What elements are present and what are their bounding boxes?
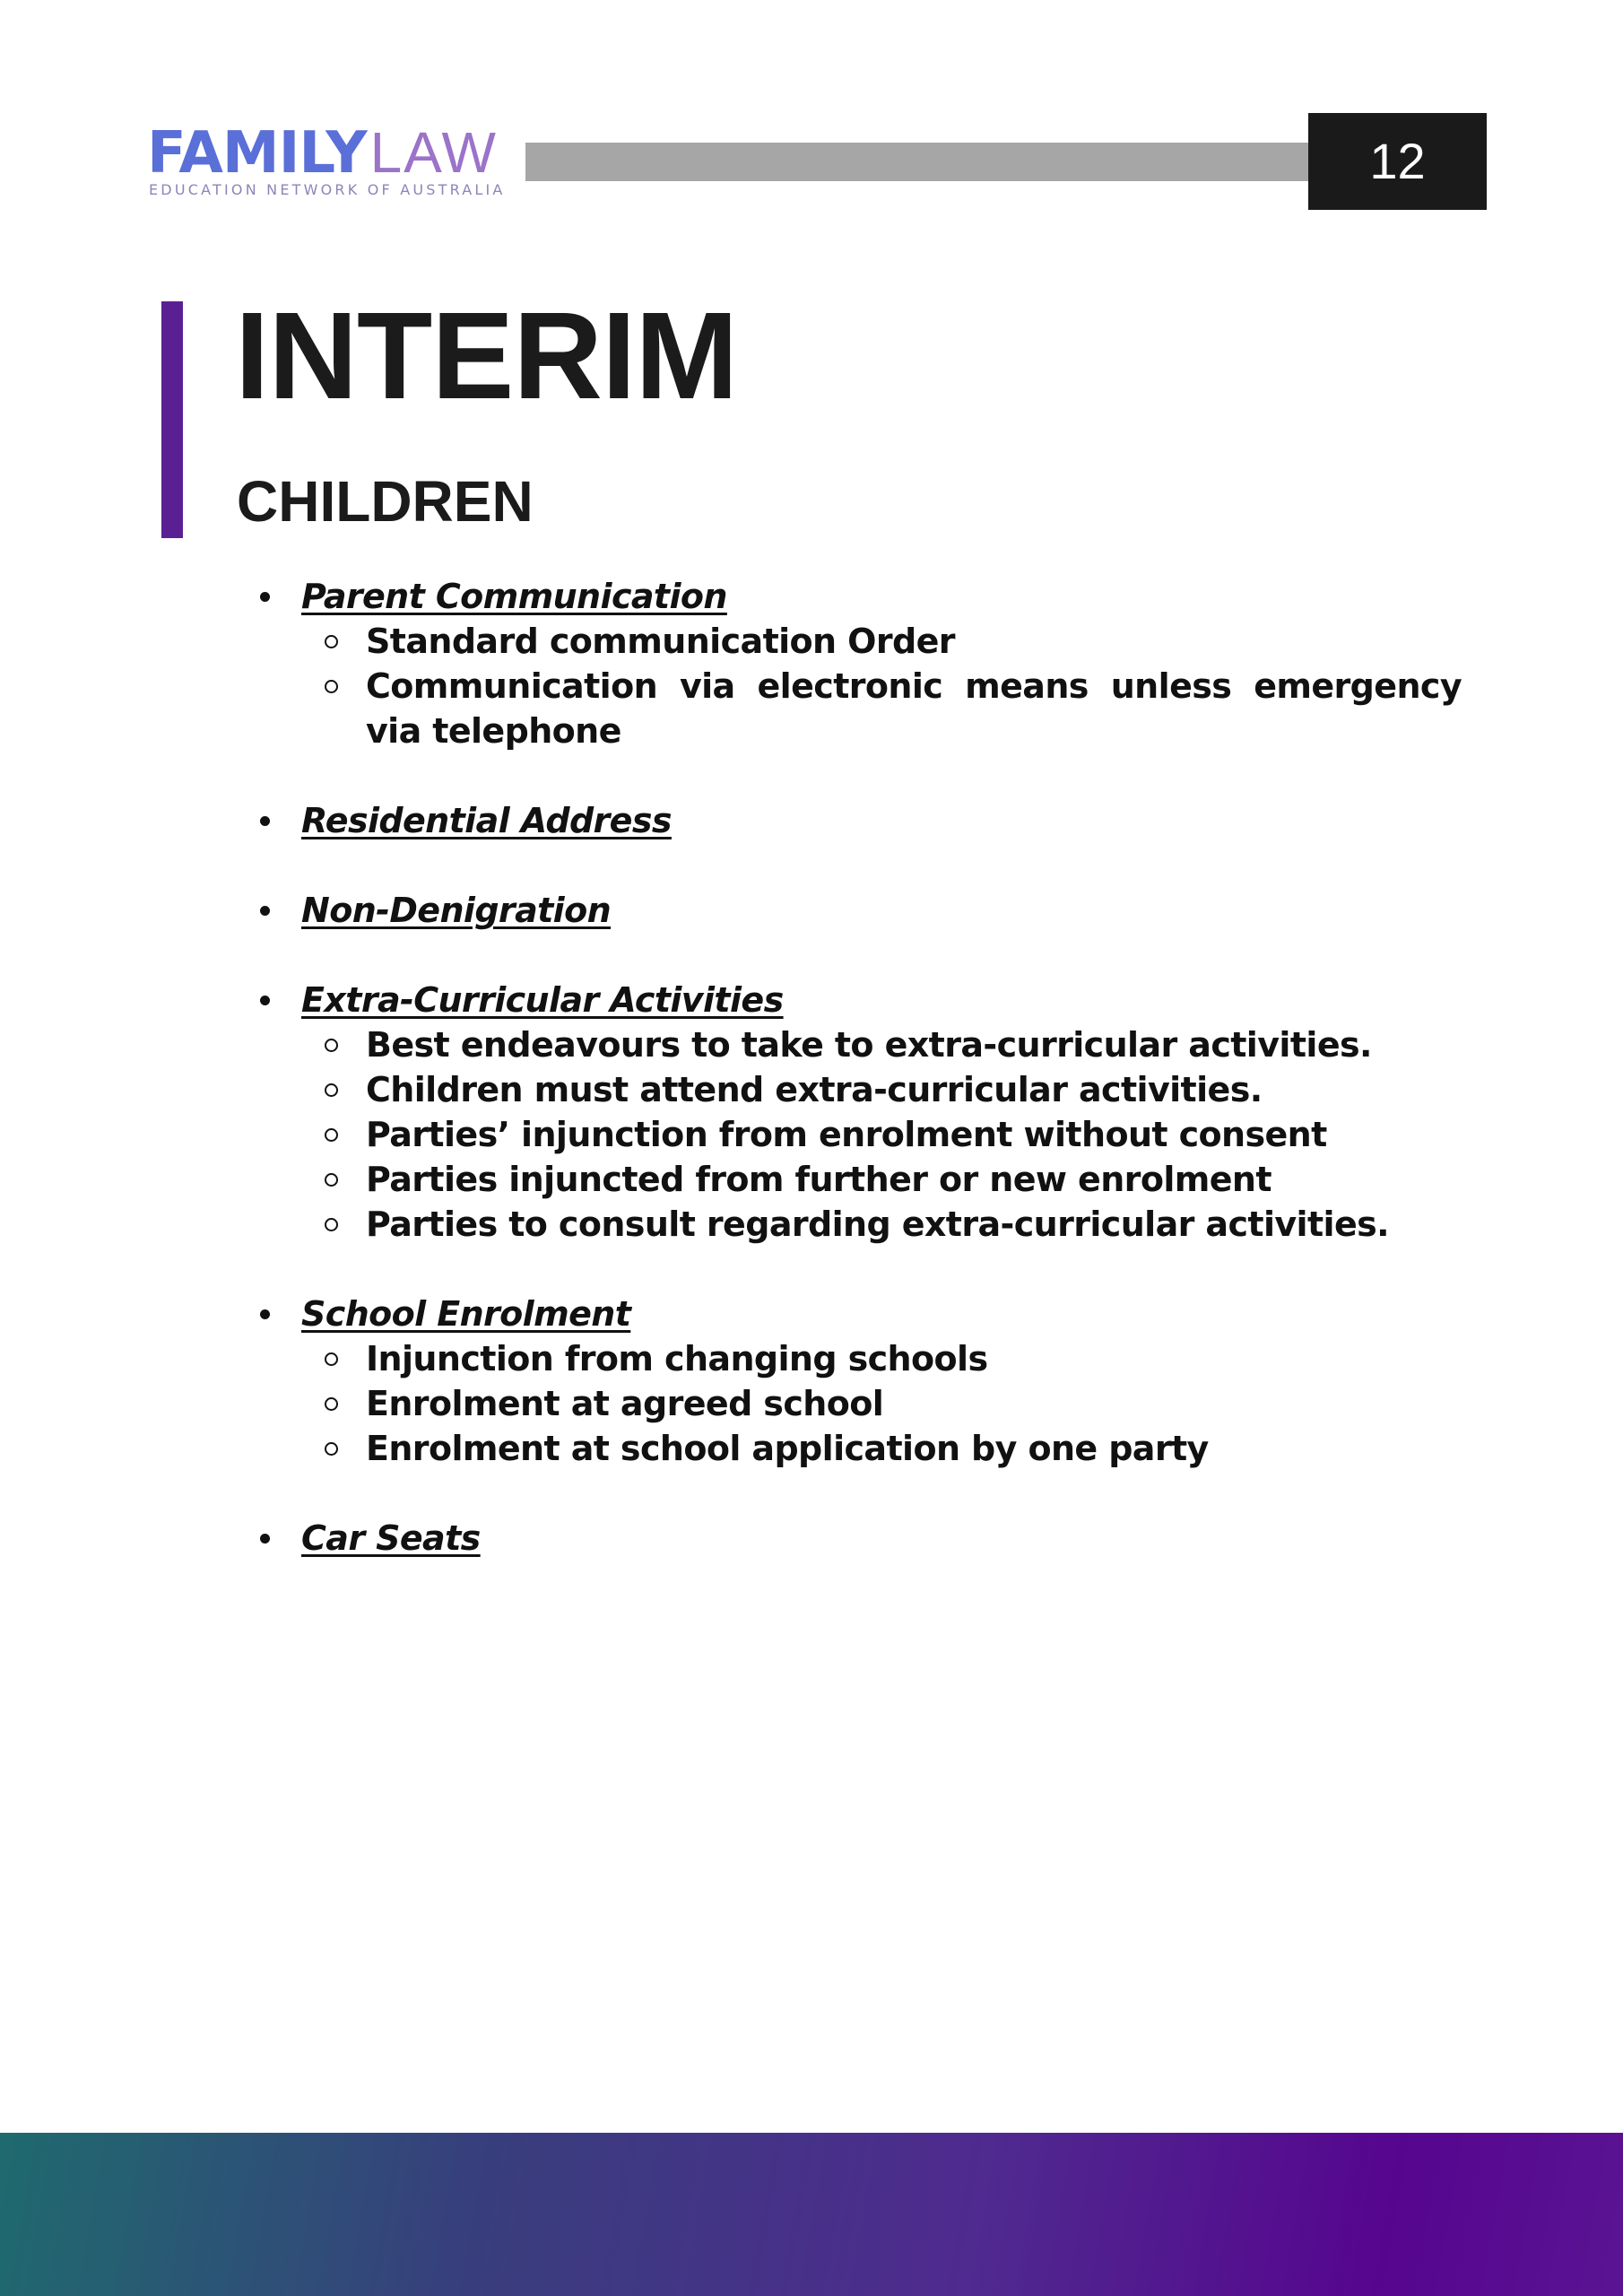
list-item [247,1516,1462,1561]
sub-list-item [247,1157,1462,1202]
list-item [247,798,1462,843]
hollow-bullet-icon [325,1039,338,1052]
bullet-icon [260,816,270,826]
page-number: 12 [1369,133,1426,189]
sub-list-item [247,1112,1462,1157]
hollow-bullet-icon [325,680,338,693]
hollow-bullet-icon [325,1083,338,1097]
sub-list-item [247,1067,1462,1112]
hollow-bullet-icon [325,1397,338,1411]
sub-item-text: Standard communication Order [366,622,955,661]
content-list [247,574,1462,1561]
list-section [247,1516,1462,1561]
title-accent-bar [161,301,183,538]
bullet-icon [260,906,270,916]
list-section [247,574,1462,753]
section-heading: Parent Communication [301,577,727,616]
hollow-bullet-icon [325,635,338,648]
sub-list-item [247,664,1462,753]
page-title: INTERIM [235,287,738,425]
sub-item-text: Enrolment at school application by one party [366,1429,1209,1468]
bullet-icon [260,1534,270,1544]
sub-item-text: Enrolment at agreed school [366,1384,884,1423]
list-item [247,888,1462,933]
sub-item-text: Best endeavours to take to extra-curricular activities. [366,1025,1372,1065]
page-number-box [1308,113,1487,210]
sub-list [247,1022,1462,1247]
sub-item-text: Parties’ injunction from enrolment without consent [366,1115,1327,1154]
hollow-bullet-icon [325,1173,338,1187]
sub-list-item [247,1336,1462,1381]
sub-item-text: Parties injuncted from further or new enrolment [366,1160,1271,1199]
sub-list [247,619,1462,753]
list-section [247,1292,1462,1471]
section-heading: School Enrolment [301,1294,631,1334]
list-section [247,888,1462,933]
sub-list-item [247,1202,1462,1247]
family-law-logo [147,120,524,204]
hollow-bullet-icon [325,1352,338,1366]
section-heading: Residential Address [301,801,672,840]
list-item [247,1292,1462,1336]
logo-law-text: LAW [369,120,498,185]
logo-tagline: EDUCATION NETWORK OF AUSTRALIA [149,181,506,198]
sub-list [247,1336,1462,1471]
footer-gradient-band [0,2133,1623,2296]
sub-item-text: Injunction from changing schools [366,1339,988,1378]
list-item [247,978,1462,1022]
list-item [247,574,1462,619]
sub-item-text: Communication via electronic means unless emergency via telephone [366,666,1462,751]
sub-list-item [247,1381,1462,1426]
list-section [247,798,1462,843]
sub-list-item [247,1426,1462,1471]
logo-wordmark [147,120,498,187]
sub-item-text: Parties to consult regarding extra-curricular activities. [366,1205,1389,1244]
bullet-icon [260,592,270,602]
hollow-bullet-icon [325,1128,338,1142]
logo-family-text: FAMILY [147,120,367,187]
list-section [247,978,1462,1247]
sub-list-item [247,1022,1462,1067]
hollow-bullet-icon [325,1442,338,1456]
page-subtitle: CHILDREN [237,469,534,534]
section-heading: Car Seats [301,1518,481,1558]
sub-item-text: Children must attend extra-curricular activities. [366,1070,1263,1109]
section-heading: Non-Denigration [301,891,612,930]
sub-list-item [247,619,1462,664]
header-divider-bar [525,143,1309,181]
bullet-icon [260,996,270,1005]
hollow-bullet-icon [325,1218,338,1231]
section-heading: Extra-Curricular Activities [301,980,784,1020]
bullet-icon [260,1309,270,1319]
